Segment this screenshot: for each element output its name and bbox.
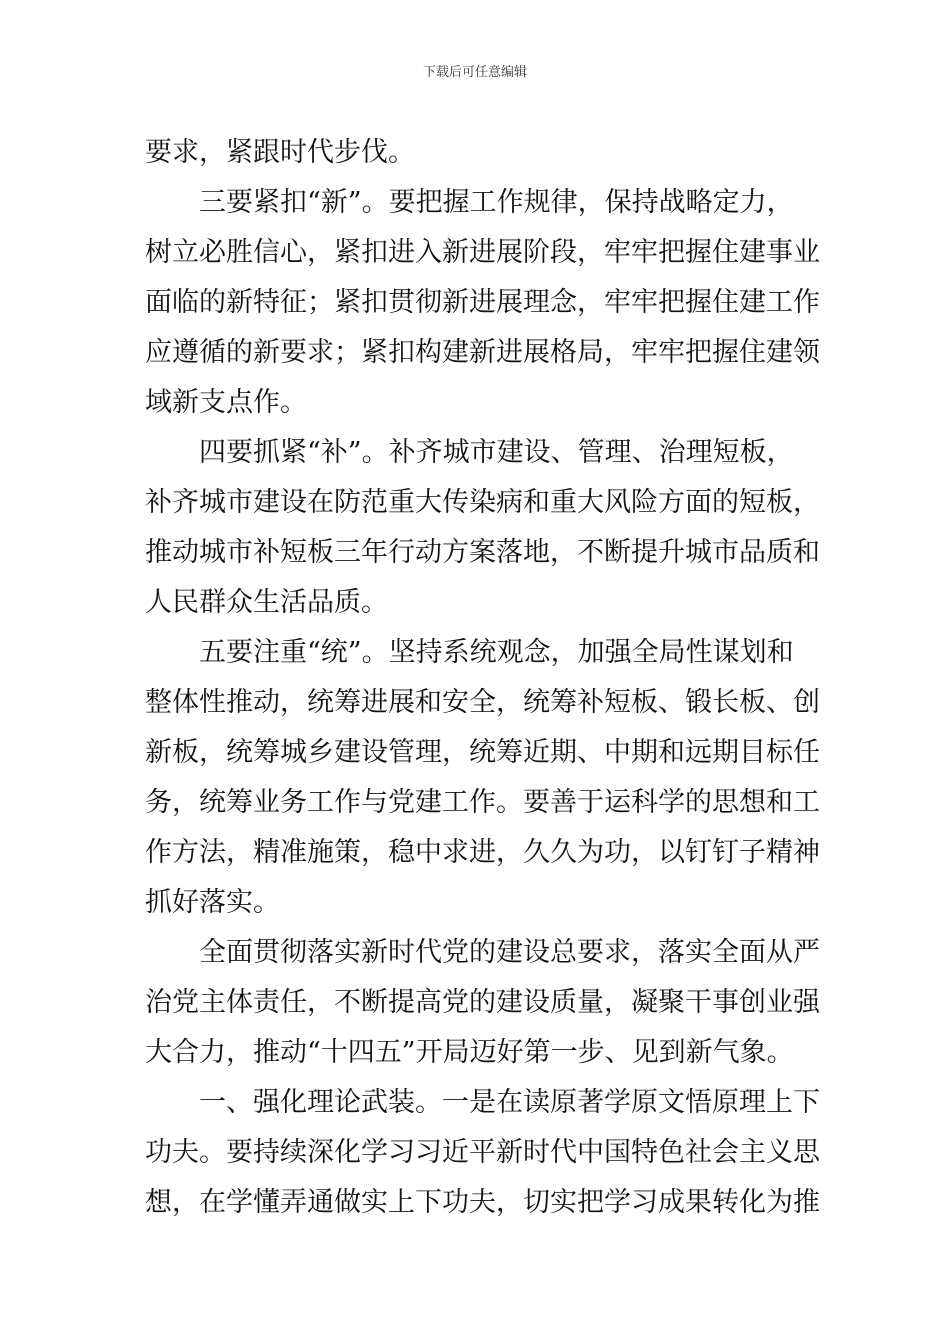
text-line: 务，统筹业务工作与党建工作。要善于运科学的思想和工 [145,787,820,818]
text-line: 人民群众生活品质。 [145,587,388,618]
text-line: 树立必胜信心，紧扣进入新进展阶段，牢牢把握住建事业 [145,237,820,268]
text-line: 抓好落实。 [145,887,280,918]
page-header: 下载后可任意编辑 [422,65,527,80]
text-line: 一、强化理论武装。一是在读原著学原文悟原理上下 [199,1087,820,1118]
text-line: 五要注重“统”。坚持系统观念，加强全局性谋划和 [199,637,794,668]
text-line: 新板，统筹城乡建设管理，统筹近期、中期和远期目标任 [145,737,820,768]
text-line: 功夫。要持续深化学习习近平新时代中国特色社会主义思 [145,1137,820,1168]
text-line: 全面贯彻落实新时代党的建设总要求，落实全面从严 [199,937,820,968]
text-line: 作方法，精准施策，稳中求进，久久为功，以钉钉子精神 [145,837,820,868]
text-line: 补齐城市建设在防范重大传染病和重大风险方面的短板， [145,487,820,518]
text-line: 域新支点作。 [145,387,307,418]
text-line: 要求，紧跟时代步伐。 [145,137,415,168]
text-line: 整体性推动，统筹进展和安全，统筹补短板、锻长板、创 [145,687,820,718]
text-line: 大合力，推动“十四五”开局迈好第一步、见到新气象。 [145,1037,794,1068]
text-line: 推动城市补短板三年行动方案落地，不断提升城市品质和 [145,537,820,568]
text-line: 治党主体责任，不断提高党的建设质量，凝聚干事创业强 [145,987,820,1018]
text-line: 应遵循的新要求；紧扣构建新进展格局，牢牢把握住建领 [145,337,820,368]
text-line: 三要紧扣“新”。要把握工作规律，保持战略定力， [199,187,794,218]
text-line: 四要抓紧“补”。补齐城市建设、管理、治理短板， [199,437,794,468]
text-line: 面临的新特征；紧扣贯彻新进展理念，牢牢把握住建工作 [145,287,820,318]
document-body [145,128,820,1228]
text-line: 想，在学懂弄通做实上下功夫，切实把学习成果转化为推 [145,1187,820,1218]
